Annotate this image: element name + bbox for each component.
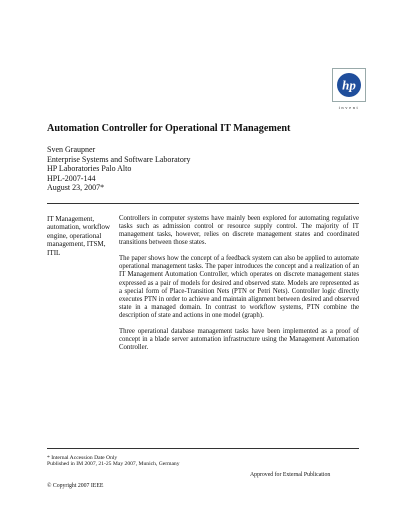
footnotes	[47, 455, 367, 468]
top-divider	[47, 203, 359, 204]
approval-notice: Approved for External Publication	[250, 472, 331, 478]
paper-title: Automation Controller for Operational IT Management	[47, 123, 291, 134]
abstract-paragraph: Controllers in computer systems have mainly been explored for automating regulative tasks such as admission control or resource supply control. The majority of IT management tasks, however, relies on discrete management states and coordinated transitions between those states.	[119, 215, 359, 247]
abstract-paragraph: The paper shows how the concept of a feedback system can also be applied to automate operational management tasks. The paper introduces the concept and a realization of an IT Management Automation Controller, which operates on discrete management states expressed as a pair of models for desired and observed state. Models are represented as a special form of Place-Transition Nets (PTN or Petri Nets). Controller logic directly executes PTN in order to achieve and maintain alignment between desired and observed state in a managed domain. In contrast to workflow systems, PTN combine the description of state and actions in one model (graph).	[119, 255, 359, 320]
bottom-divider	[47, 448, 359, 449]
hp-logo-icon	[336, 72, 362, 98]
footnote-publication: Published in IM 2007, 21-25 May 2007, Munich, Germany	[47, 461, 180, 468]
report-date: August 23, 2007*	[47, 183, 105, 193]
keywords: IT Management, automation, workflow engine, operational management, ITSM, ITIL	[47, 215, 111, 257]
author-institution: HP Laboratories Palo Alto	[47, 164, 132, 174]
hp-logo-tagline: invent	[338, 105, 360, 110]
author-lab: Enterprise Systems and Software Laboratory	[47, 154, 191, 164]
author-name: Sven Graupner	[47, 145, 96, 154]
hp-logo	[327, 68, 371, 112]
copyright-notice: © Copyright 2007 IEEE	[47, 483, 104, 489]
footnote-accession: * Internal Accession Date Only	[47, 455, 118, 461]
author-block	[47, 145, 347, 193]
abstract	[119, 215, 359, 360]
report-number: HPL-2007-144	[47, 173, 96, 183]
abstract-paragraph: Three operational database management tasks have been implemented as a proof of concept in a blade server automation infrastructure using the Management Automation Controller.	[119, 327, 359, 352]
hp-logo-text: hp	[342, 77, 356, 93]
hp-logo-mark	[332, 68, 366, 102]
